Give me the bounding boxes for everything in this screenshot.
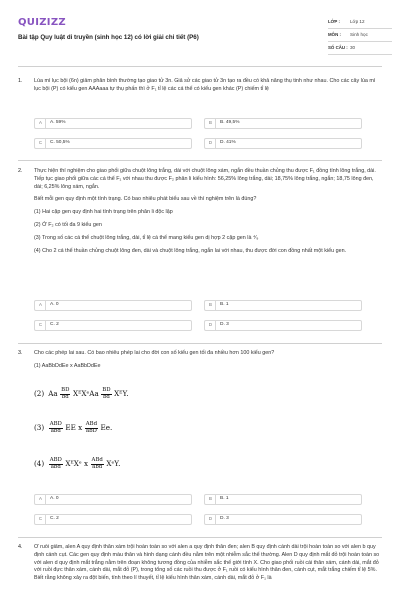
fraction-top: ABd — [85, 421, 98, 427]
option-letter: A — [36, 119, 46, 128]
option-letter: C — [36, 139, 46, 148]
question-body — [34, 168, 382, 256]
fraction-top: ABd — [91, 457, 103, 463]
option-c[interactable] — [34, 514, 192, 525]
option-b[interactable] — [204, 494, 362, 505]
formula-term: EE x — [65, 423, 83, 433]
option-text: B. 1 — [220, 302, 229, 308]
formula-term: XᴱY. — [114, 389, 129, 399]
question-text: Thực hiện thí nghiệm cho giao phối giữa chuột lông trắng, dài với chuột lông xám, ngắn đều thuần chủng thu được F₁ đồng tính lông trắng, dài. Tiếp tục giao phối giữa các cá thể F₁ với nhau thu được F₂ phân li kiểu hình: 56,25% lông trắng, dài; 18,75% lông trắng, ngắn; 18,75 lông đen, dài; 6,25% lông xám, ngắn. — [34, 168, 376, 190]
fraction-top: BD — [102, 387, 111, 393]
option-letter: C — [36, 321, 46, 330]
question-3 — [18, 350, 382, 490]
formula-term: Ee. — [100, 423, 113, 433]
fraction — [91, 458, 104, 471]
fraction-bottom: abd — [50, 427, 61, 434]
meta-value: 30 — [350, 44, 356, 50]
formula-label: (3) — [34, 423, 45, 433]
question-divider — [18, 160, 382, 161]
fraction — [85, 422, 98, 435]
meta-key: LỚP : — [328, 18, 340, 24]
option-d[interactable] — [204, 138, 362, 149]
fraction-bottom: bd — [102, 393, 110, 400]
option-text: D. 3 — [220, 516, 229, 522]
option-text: D. 3 — [220, 322, 229, 328]
question-number: 4. — [18, 544, 23, 550]
question-3-options — [34, 494, 364, 534]
option-text: A. 59% — [50, 120, 66, 126]
meta-row-subject — [328, 29, 392, 42]
fraction — [49, 458, 63, 471]
header-divider — [18, 66, 382, 67]
option-letter: B — [206, 301, 216, 310]
meta-key: MÔN : — [328, 31, 341, 37]
option-text: B. 49,5% — [220, 120, 240, 126]
formula-term: Aa — [48, 389, 58, 399]
option-text: D. 41% — [220, 140, 236, 146]
question-divider — [18, 343, 382, 344]
question-number: 1. — [18, 78, 23, 84]
fraction — [101, 388, 111, 401]
option-text: A. 0 — [50, 496, 59, 502]
fraction-top: BD — [61, 387, 70, 393]
formula-term: XᴱXᵉ x — [65, 459, 89, 469]
statement-1: (1) Hai cặp gen quy định hai tính trạng trên phân li độc lập — [34, 209, 173, 216]
fraction — [49, 422, 63, 435]
statement-4: (4) Cho 2 cá thể thuần chủng chuột lông đen, dài và chuột lông trắng, ngắn lai với nhau, thu được đời con đồng nhất một kiểu gen. — [34, 247, 347, 254]
question-text: Cho các phép lai sau. Có bao nhiêu phép lai cho đời con số kiểu gen tối đa nhiều hơn 100 kiểu gen? — [34, 350, 275, 356]
option-c[interactable] — [34, 320, 192, 331]
cross-1: (1) AaBbDdEe x AaBbDdEe — [34, 362, 101, 369]
question-2 — [18, 168, 382, 261]
formula-term: XᴱXᵉAa — [72, 389, 99, 399]
question-1-options — [34, 118, 364, 158]
page-header — [18, 10, 382, 60]
option-d[interactable] — [204, 320, 362, 331]
option-d[interactable] — [204, 514, 362, 525]
question-number: 2. — [18, 168, 23, 174]
meta-row-count — [328, 42, 392, 55]
option-letter: A — [36, 495, 46, 504]
question-body — [34, 350, 382, 371]
quizizz-logo[interactable]: QUIZIZZ — [18, 17, 66, 28]
question-body — [34, 544, 382, 583]
meta-value: Sinh học — [350, 31, 368, 37]
statement-2: (2) Ở F₂ có tối đa 9 kiểu gen — [34, 222, 102, 229]
formula-label: (4) — [34, 459, 45, 469]
option-a[interactable] — [34, 118, 192, 129]
question-text: Lúa mì lục bội (6n) giảm phân bình thường tạo giao tử 3n. Giả sử các giao tử 3n tạo ra đều có khả năng thụ tinh như nhau. Cho các cây lúa mì lục bội (P) có kiểu gen AAAaaa tự thụ phấn thì ở F₁ tỉ lệ các cá thể có kiểu gen khác (P) chiếm tỉ lệ — [34, 78, 376, 92]
meta-row-class — [328, 16, 392, 29]
fraction-top: ABD — [49, 457, 62, 463]
option-letter: B — [206, 495, 216, 504]
option-b[interactable] — [204, 118, 362, 129]
meta-value: Lớp 12 — [350, 18, 365, 24]
fraction-bottom: abd — [50, 463, 61, 470]
formula-label: (2) — [34, 389, 45, 399]
option-c[interactable] — [34, 138, 192, 149]
option-text: C. 2 — [50, 322, 59, 328]
question-body — [34, 78, 382, 94]
option-text: C. 2 — [50, 516, 59, 522]
question-2-options — [34, 300, 364, 340]
option-text: B. 1 — [220, 496, 229, 502]
option-b[interactable] — [204, 300, 362, 311]
cross-3-formula — [34, 422, 113, 435]
formula-term: XᵉY. — [106, 459, 121, 469]
question-4 — [18, 544, 382, 600]
option-letter: D — [206, 515, 216, 524]
question-text: Biết mỗi gen quy định một tính trạng. Có bao nhiêu phát biểu sau về thí nghiệm trên là đúng? — [34, 196, 257, 203]
cross-2-formula — [34, 388, 130, 401]
option-letter: A — [36, 301, 46, 310]
option-letter: D — [206, 139, 216, 148]
fraction-bottom: abd — [92, 463, 103, 470]
option-text: A. 0 — [50, 302, 59, 308]
statement-3: (3) Trong số các cá thể chuột lông trắng, dài, tỉ lệ cá thể mang kiểu gen dị hợp 2 cặp gen là ⁴⁄₉ — [34, 234, 259, 241]
document-title: Bài tập Quy luật di truyền (sinh học 12) có lời giải chi tiết (P6) — [18, 34, 199, 41]
question-number: 3. — [18, 350, 23, 356]
cross-4-formula — [34, 458, 121, 471]
option-letter: D — [206, 321, 216, 330]
option-a[interactable] — [34, 494, 192, 505]
fraction — [60, 388, 70, 401]
meta-table — [328, 16, 392, 55]
fraction-bottom: abD — [85, 427, 97, 434]
fraction-bottom: bd — [61, 393, 69, 400]
question-1 — [18, 78, 382, 99]
option-text: C. 50,5% — [50, 140, 70, 146]
option-a[interactable] — [34, 300, 192, 311]
question-divider — [18, 537, 382, 538]
option-letter: C — [36, 515, 46, 524]
question-text: Ở ruồi giấm, alen A quy định thân xám trội hoàn toàn so với alen a quy định thân đen; alen B quy định cánh dài trội hoàn toàn so với alen b quy định cánh cụt. Các gen quy định màu thân và hình dạng cánh đều nằm trên một nhiễm sắc thể thường. Alen D quy định mắt đỏ trội hoàn toàn so với alen d quy định mắt trắng nằm trên đoạn không tương đồng của nhiễm sắc thể giới tính X. Cho giao phối ruồi cái thân xám, cánh dài, mắt đỏ với ruồi đực thân xám, cánh dài, mắt đỏ (P), trong tổng số các ruồi thu được ở F₁ ruồi có kiểu hình thân đen, cánh cụt, mắt trắng chiếm tỉ lệ 5%. Biết rằng không xảy ra đột biến, tính theo lí thuyết, tỉ lệ kiểu hình thân xám, cánh dài, mắt đỏ ở F₁ là — [34, 544, 380, 582]
option-letter: B — [206, 119, 216, 128]
meta-key: SỐ CÂU : — [328, 44, 348, 50]
fraction-top: ABD — [49, 421, 62, 427]
